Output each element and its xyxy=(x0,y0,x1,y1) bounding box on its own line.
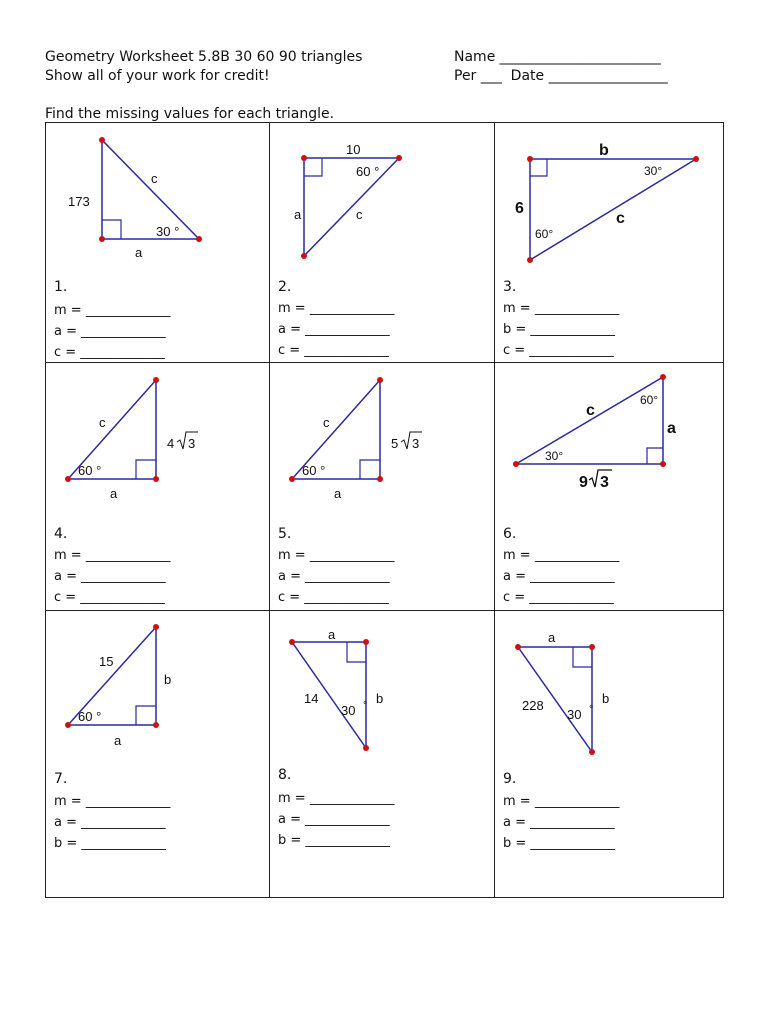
answer-line[interactable]: a = _____________ xyxy=(54,569,166,584)
label-leg-vertical-coefficient: 5 xyxy=(391,436,399,451)
label-leg-horizontal-radicand: 3 xyxy=(600,474,609,491)
label-hypotenuse: 15 xyxy=(99,654,114,669)
label-angle: 30 ° xyxy=(156,224,180,239)
label-angle-top: 60° xyxy=(640,393,659,407)
label-leg-vertical-radicand: 3 xyxy=(188,436,196,451)
answer-line[interactable]: b = _____________ xyxy=(54,836,166,851)
label-hypotenuse: 14 xyxy=(304,691,319,706)
problem-number: 6. xyxy=(503,526,517,542)
label-angle: 60 ° xyxy=(302,463,326,478)
label-leg-top: b xyxy=(599,142,609,159)
label-angle-right: 30° xyxy=(644,164,663,178)
problem-1 xyxy=(46,123,269,362)
label-hypotenuse: c xyxy=(151,171,158,186)
answer-line[interactable]: a = _____________ xyxy=(278,812,390,827)
problem-number: 4. xyxy=(54,526,68,542)
answer-line[interactable]: a = _____________ xyxy=(278,569,390,584)
worksheet-subtitle: Show all of your work for credit! xyxy=(45,68,270,84)
problem-8 xyxy=(270,611,494,897)
answer-line[interactable]: m = _____________ xyxy=(278,791,395,806)
label-leg-horizontal: a xyxy=(110,486,118,501)
answer-line[interactable]: m = _____________ xyxy=(278,301,395,316)
answer-line[interactable]: m = _____________ xyxy=(54,548,171,563)
label-leg-vertical: a xyxy=(294,207,302,222)
problem-2 xyxy=(270,123,494,362)
label-hypotenuse: c xyxy=(356,207,363,222)
answer-line[interactable]: m = _____________ xyxy=(278,548,395,563)
problem-number: 7. xyxy=(54,771,68,787)
problem-3 xyxy=(495,123,724,362)
period-date-field-line: Per ___ Date _________________ xyxy=(454,68,668,84)
problem-6 xyxy=(495,363,724,610)
answer-line[interactable]: b = _____________ xyxy=(503,836,615,851)
problem-7 xyxy=(46,611,269,897)
problem-5 xyxy=(270,363,494,610)
answer-line[interactable]: m = _____________ xyxy=(503,301,620,316)
answer-line[interactable]: a = _____________ xyxy=(278,322,390,337)
answer-line[interactable]: m = _____________ xyxy=(503,548,620,563)
problem-number: 1. xyxy=(54,279,68,295)
answer-line[interactable]: a = _____________ xyxy=(54,815,166,830)
label-leg-top: a xyxy=(548,630,556,645)
answer-line[interactable]: c = _____________ xyxy=(503,343,614,358)
label-angle: 30 xyxy=(341,703,356,718)
label-leg-vertical: b xyxy=(164,672,172,687)
label-angle: 60 ° xyxy=(78,709,102,724)
answer-line[interactable]: c = _____________ xyxy=(54,590,165,605)
label-leg-vertical-coefficient: 4 xyxy=(167,436,175,451)
label-angle: 60 ° xyxy=(78,463,102,478)
label-angle: 30 xyxy=(567,707,582,722)
label-hypotenuse: c xyxy=(323,415,330,430)
problem-number: 5. xyxy=(278,526,292,542)
worksheet-title: Geometry Worksheet 5.8B 30 60 90 triangles xyxy=(45,49,363,65)
instructions: Find the missing values for each triangle. xyxy=(45,106,335,122)
label-angle: 60 ° xyxy=(356,164,380,179)
answer-line[interactable]: a = _____________ xyxy=(503,569,615,584)
label-hypotenuse: c xyxy=(586,402,595,419)
triangle-9-figure xyxy=(495,611,724,897)
triangle-8-figure xyxy=(270,611,494,897)
label-leg-horizontal: a xyxy=(114,733,122,748)
answer-line[interactable]: b = _____________ xyxy=(503,322,615,337)
problem-number: 2. xyxy=(278,279,292,295)
label-degree: ° xyxy=(363,700,368,712)
label-leg-top: 10 xyxy=(346,142,361,157)
answer-line[interactable]: c = _____________ xyxy=(503,590,614,605)
label-leg-vertical: 173 xyxy=(68,194,90,209)
answer-line[interactable]: c = _____________ xyxy=(278,590,389,605)
answer-line[interactable]: m = _____________ xyxy=(54,794,171,809)
label-angle-left: 30° xyxy=(545,449,564,463)
triangle-7-figure xyxy=(46,611,269,897)
answer-line[interactable]: m = _____________ xyxy=(54,303,171,318)
label-degree: ° xyxy=(589,704,594,716)
problem-number: 9. xyxy=(503,771,517,787)
problem-grid xyxy=(45,122,724,898)
label-hypotenuse: c xyxy=(616,210,625,227)
label-leg-horizontal-coefficient: 9 xyxy=(579,474,588,491)
label-leg-vertical: b xyxy=(602,691,610,706)
problem-number: 8. xyxy=(278,767,292,783)
problem-4 xyxy=(46,363,269,610)
label-leg-vertical: 6 xyxy=(515,200,524,217)
label-leg-top: a xyxy=(328,627,336,642)
label-leg-vertical: a xyxy=(667,420,676,437)
answer-line[interactable]: b = _____________ xyxy=(278,833,390,848)
answer-line[interactable]: c = _____________ xyxy=(54,345,165,360)
label-hypotenuse: c xyxy=(99,415,106,430)
answer-line[interactable]: a = _____________ xyxy=(503,815,615,830)
problem-number: 3. xyxy=(503,279,517,295)
label-hypotenuse: 228 xyxy=(522,698,544,713)
answer-line[interactable]: c = _____________ xyxy=(278,343,389,358)
label-angle-bottom: 60° xyxy=(535,227,554,241)
name-field-line: Name _______________________ xyxy=(454,49,661,65)
label-leg-horizontal: a xyxy=(334,486,342,501)
problem-9 xyxy=(495,611,724,897)
answer-line[interactable]: a = _____________ xyxy=(54,324,166,339)
label-leg-horizontal: a xyxy=(135,245,143,260)
answer-line[interactable]: m = _____________ xyxy=(503,794,620,809)
label-leg-vertical: b xyxy=(376,691,384,706)
label-leg-vertical-radicand: 3 xyxy=(412,436,420,451)
